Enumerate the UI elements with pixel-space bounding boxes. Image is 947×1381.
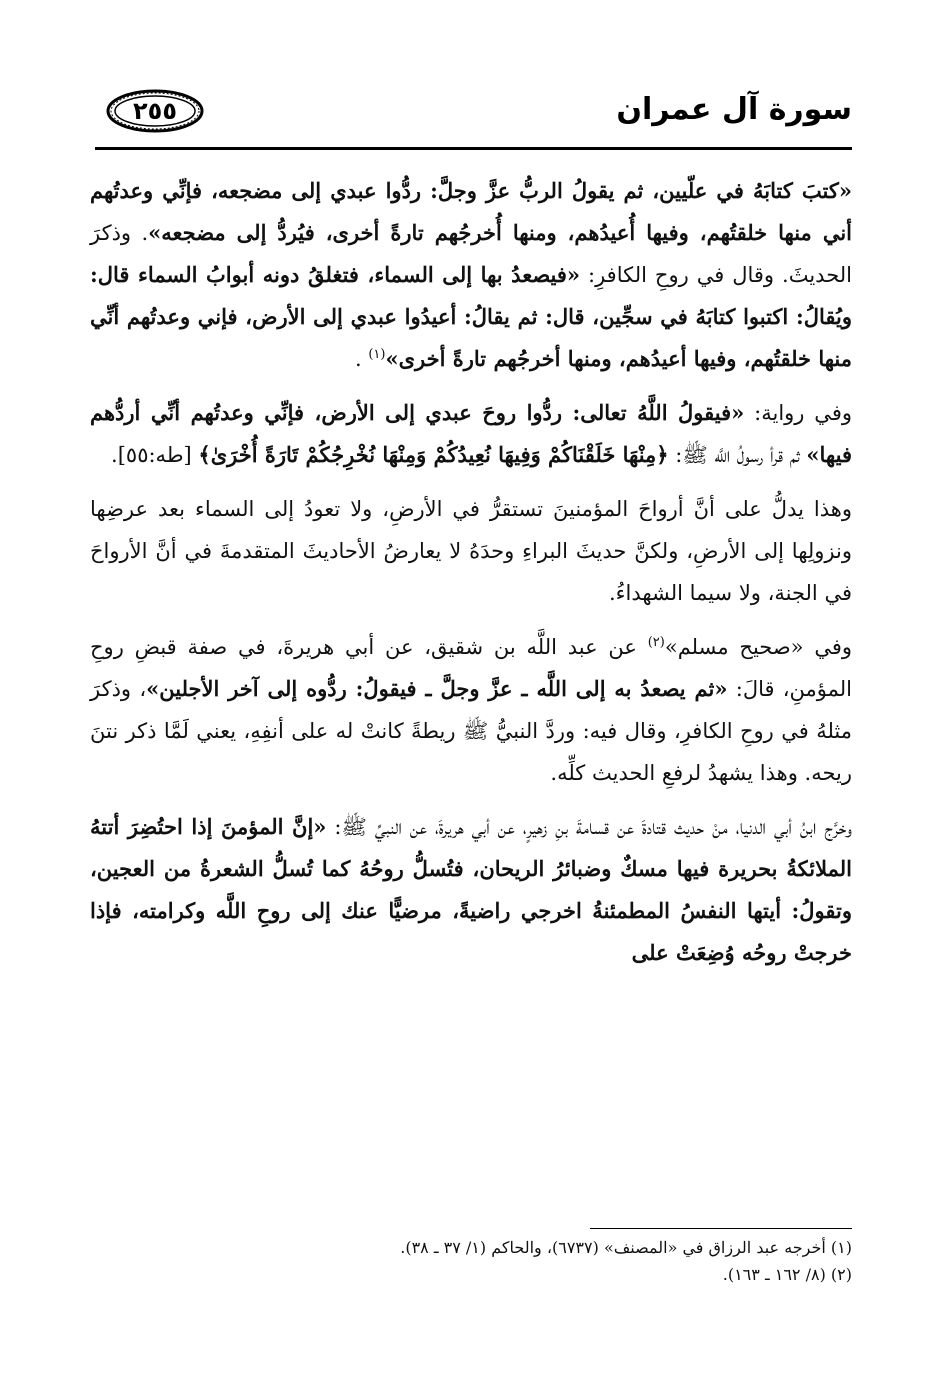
hadith-quote: «ثم يصعدُ به إلى اللَّه ـ عزَّ وجلَّ ـ فيقولُ: ردُّوه إلى آخر الأجلين» [146, 676, 728, 701]
header-divider [95, 147, 852, 150]
footnote-ref: (٢) [647, 635, 665, 650]
text-segment: ثم قرأ رسولُ اللَّه ﷺ: [668, 443, 807, 467]
footnote-ref: (١) [368, 347, 386, 362]
footnote-1: (١) أخرجه عبد الرزاق في «المصنف» (٦٧٣٧)، والحاكم (١/ ٣٧ ـ ٣٨). [400, 1238, 852, 1257]
verse-reference: [طه:٥٥]. [111, 443, 199, 467]
text-segment: عن عبد اللَّه بن شقيق، عن أبي هريرةَ، في صفة قبضِ روحِ المؤمنِ، قالَ: [90, 635, 853, 701]
paragraph-1 [90, 170, 852, 380]
hadith-quote: «كتبَ كتابَهُ في علّيين، ثم يقولُ الربُّ عزَّ وجلَّ: ردُّوا عبدي إلى مضجعه، فإنِّي وعدتُهم أني منها خلقتُهم، وفيها أُعيدُهم، ومنها أُخرجُهم تارةً أخرى، فيُردُّ إلى مضجعه» [90, 178, 853, 245]
main-text [90, 170, 852, 986]
paragraph-2 [90, 392, 852, 476]
text-segment: . وذكرَ الحديثَ. وقال في روحِ الكافرِ: [90, 221, 852, 287]
text-segment: ، وذكرَ مثلهُ في روحِ الكافرِ، وقال فيه: وردَّ النبيُّ ﷺ ريطةً كانتْ له على أنفِهِ، يعني لَمَّا ذكر نتنَ ريحه. وهذا يشهدُ لرفعِ الحديث كلِّه. [90, 677, 852, 785]
page-number-badge [105, 88, 205, 134]
hadith-quote: «إنَّ المؤمنَ إذا احتُضِرَ أتتهُ الملائكةُ بحريرة فيها مسكٌ وضبائرُ الريحان، فتُسلُّ روحُهُ كما تُسلُّ الشعرةُ من العجين، وتقولُ: أيتها النفسُ المطمئنةُ اخرجي راضيةً، مرضيًّا عنك إلى روحِ اللَّه وكرامته، فإذا خرجتْ روحُه وُضِعَتْ على [90, 814, 852, 965]
paragraph-5 [90, 806, 852, 974]
text-segment: وفي رواية: [744, 401, 852, 425]
text-segment: . [354, 347, 369, 371]
page-number: ٢٥٥ [133, 97, 177, 125]
paragraph-4 [90, 626, 852, 794]
paragraph-3: وهذا يدلُّ على أنَّ أرواحَ المؤمنينَ تستقرُّ في الأرضِ، ولا تعودُ إلى السماء بعد عرضِها ونزولِها إلى الأرضِ، ولكنَّ حديثَ البراءِ وحدَهُ لا يعارضُ الأحاديثَ المتقدمةَ في أنَّ الأرواحَ في الجنة، ولا سيما الشهداءُ. [90, 497, 852, 605]
footnote-2: (٢) (٨/ ١٦٢ ـ ١٦٣). [722, 1265, 852, 1284]
hadith-quote: «فيقولُ اللَّهُ تعالى: ردُّوا روحَ عبدي إلى الأرض، فإنِّي وعدتُهم أنِّي أردُّهم فيها» [90, 400, 852, 467]
surah-title: سورة آل عمران [616, 92, 852, 127]
text-segment: وفي «صحيح مسلم» [664, 635, 852, 659]
footnotes [90, 1234, 852, 1288]
text-segment: وخرَّج ابنُ أبي الدنيا، منْ حديث قتادةَ عن قسامةَ بنِ زهيرٍ، عن أبي هريرةَ، عن النبيِّ ﷺ: [326, 815, 853, 839]
quran-verse: ﴿مِنْهَا خَلَقْنَاكُمْ وَفِيهَا نُعِيدُكُمْ وَمِنْهَا نُخْرِجُكُمْ تَارَةً أُخْرَىٰ﴾ [198, 442, 669, 467]
hadith-quote: «فيصعدُ بها إلى السماء، فتغلقُ دونه أبوابُ السماء قال: ويُقالُ: اكتبوا كتابَهُ في سجِّين، قال: ثم يقالُ: أعيدُوا عبدي إلى الأرض، فإني وعدتُهم أنِّي منها خلقتُهم، وفيها أعيدُهم، ومنها أخرجُهم تارةً أخرى» [90, 262, 852, 371]
footnote-divider [590, 1228, 852, 1229]
page-header [95, 88, 852, 143]
